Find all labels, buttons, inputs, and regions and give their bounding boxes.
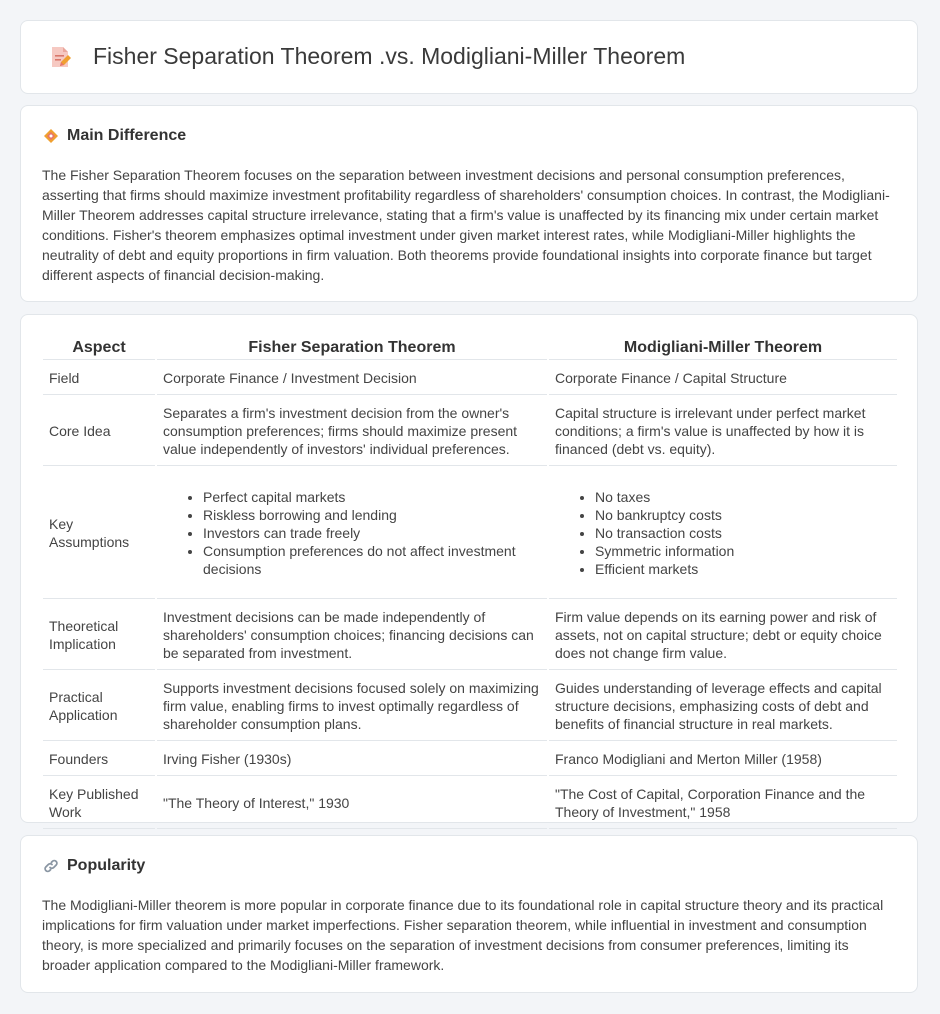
mm-assumptions-list [555, 488, 891, 578]
comparison-card [20, 314, 918, 823]
header-modigliani-miller: Modigliani-Miller Theorem [549, 334, 897, 360]
popularity-card [20, 835, 918, 993]
mm-cell: "The Cost of Capital, Corporation Finance and the Theory of Investment," 1958 [549, 778, 897, 829]
list-item: • Efficient markets [595, 560, 891, 578]
main-difference-text: The Fisher Separation Theorem focuses on the separation between investment decisions and personal consumption preferences, asserting that firms should maximize investment profitability regardless of shareholders' consumption choices. In contrast, the Modigliani-Miller Theorem addresses capital structure irrelevance, stating that a firm's value is unaffected by its financing mix under certain market conditions. Fisher's theorem emphasizes optimal investment under given market interest rates, while Modigliani-Miller highlights the neutrality of debt and equity proportions in firm valuation. Both theorems provide foundational insights into corporate finance but target different aspects of financial decision-making. [42, 167, 890, 283]
table-row-practical-application [43, 672, 897, 741]
title-row [47, 43, 685, 70]
fisher-cell: Separates a firm's investment decision from the owner's consumption preferences; firms should maximize present value independently of investors' individual preferences. [157, 397, 547, 466]
table-row-field [43, 362, 897, 395]
fisher-cell: Investment decisions can be made independently of shareholders' consumption choices; financing decisions can be separated from investment. [157, 601, 547, 670]
header-fisher: Fisher Separation Theorem [157, 334, 547, 360]
table-row-founders [43, 743, 897, 776]
aspect-cell: Key Assumptions [43, 468, 155, 599]
mm-cell [549, 468, 897, 599]
list-item: • No taxes [595, 488, 891, 506]
aspect-cell: Founders [43, 743, 155, 776]
mm-cell: Corporate Finance / Capital Structure [549, 362, 897, 395]
fisher-cell [157, 468, 547, 599]
fisher-cell: Irving Fisher (1930s) [157, 743, 547, 776]
list-item: • Perfect capital markets [203, 488, 541, 506]
link-icon [43, 858, 59, 874]
document-edit-icon [47, 44, 73, 70]
main-difference-title: Main Difference [67, 127, 187, 144]
main-difference-heading [43, 127, 186, 145]
comparison-table [41, 332, 899, 831]
aspect-cell: Theoretical Implication [43, 601, 155, 670]
diamond-icon [43, 128, 59, 144]
aspect-cell: Practical Application [43, 672, 155, 741]
list-item: • No bankruptcy costs [595, 506, 891, 524]
list-item: • Investors can trade freely [203, 524, 541, 542]
mm-cell: Franco Modigliani and Merton Miller (1958) [549, 743, 897, 776]
fisher-cell: Supports investment decisions focused solely on maximizing firm value, enabling firms to invest optimally regardless of shareholder consumption plans. [157, 672, 547, 741]
table-row-theoretical-implication [43, 601, 897, 670]
main-difference-card [20, 105, 918, 302]
table-row-core-idea [43, 397, 897, 466]
list-item: • No transaction costs [595, 524, 891, 542]
aspect-cell: Key Published Work [43, 778, 155, 829]
aspect-cell: Field [43, 362, 155, 395]
list-item: • Symmetric information [595, 542, 891, 560]
header-aspect: Aspect [43, 334, 155, 360]
header-card [20, 20, 918, 94]
popularity-text: The Modigliani-Miller theorem is more popular in corporate finance due to its foundational role in capital structure theory and its practical implications for firm valuation under market imperfections. Fisher separation theorem, while influential in investment and consumption theory, is more specialized and primarily focuses on the separation of investment decisions from consumer preferences, limiting its broader application compared to the Modigliani-Miller framework. [42, 897, 884, 973]
mm-cell: Guides understanding of leverage effects and capital structure decisions, emphasizing costs of debt and benefits of financial structure in real markets. [549, 672, 897, 741]
mm-cell: Firm value depends on its earning power and risk of assets, not on capital structure; debt or equity choice does not change firm value. [549, 601, 897, 670]
popularity-title: Popularity [67, 857, 146, 874]
table-header-row [43, 334, 897, 360]
popularity-heading [43, 857, 145, 875]
table-row-key-assumptions [43, 468, 897, 599]
mm-cell: Capital structure is irrelevant under perfect market conditions; a firm's value is unaffected by how it is financed (debt vs. equity). [549, 397, 897, 466]
fisher-assumptions-list [163, 488, 541, 578]
table-row-key-published-work [43, 778, 897, 829]
list-item: • Consumption preferences do not affect investment decisions [203, 542, 541, 578]
page-title: Fisher Separation Theorem .vs. Modigliani-Miller Theorem [93, 43, 686, 69]
aspect-cell: Core Idea [43, 397, 155, 466]
fisher-cell: "The Theory of Interest," 1930 [157, 778, 547, 829]
fisher-cell: Corporate Finance / Investment Decision [157, 362, 547, 395]
list-item: • Riskless borrowing and lending [203, 506, 541, 524]
